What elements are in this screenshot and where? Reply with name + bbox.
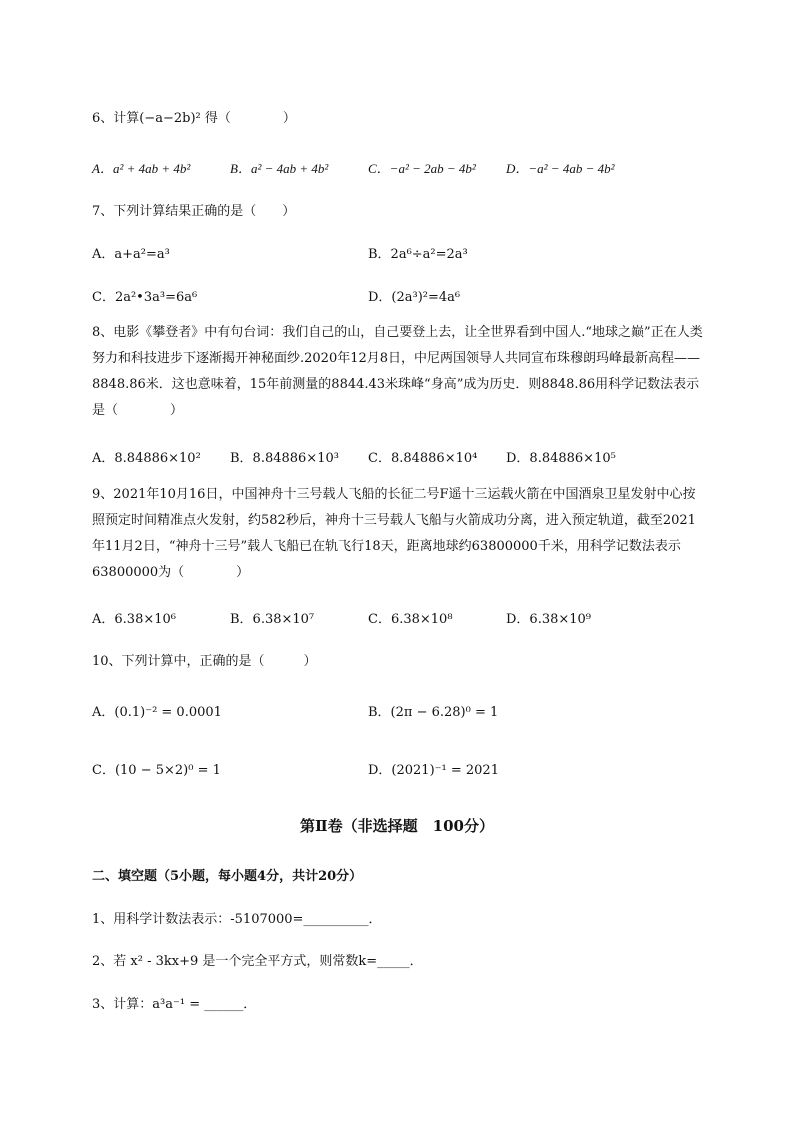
question-9-stem: 9、2021年10月16日，中国神舟十三号载人飞船的长征二号F遥十三运载火箭在中国酒泉卫星发射中心按照预定时间精准点火发射，约582秒后，神舟十三号载人飞船与火箭成功分离，进入预定轨道，截至2021年11月2日，“神舟十三号”载人飞船已在轨飞行18天，距离地球约63800000千米，用科学记数法表示 63800000为（ ） bbox=[92, 487, 696, 580]
q8-option-d[interactable]: D．8.84886×10⁵ bbox=[506, 451, 616, 466]
fill-question-2: 2、若 x² - 3kx+9 是一个完全平方式，则常数k=_____． bbox=[92, 954, 423, 969]
question-10-stem: 10、下列计算中，正确的是（ ） bbox=[92, 654, 317, 669]
q6-option-d[interactable]: D．−a² − 4ab − 4b² bbox=[506, 161, 615, 176]
question-8-stem: 8、电影《攀登者》中有句台词：我们自己的山，自己要登上去，让全世界看到中国人.“地球之巅”正在人类努力和科技进步下逐渐揭开神秘面纱.2020年12月8日，中尼两国领导人共同宣布珠穆朗玛峰最新高程——8848.86米．这也意味着，15年前测量的8844.43米珠峰“身高”成为历史．则8848.86用科学记数法表示是（ ） bbox=[92, 325, 703, 418]
q8-option-b[interactable]: B．8.84886×10³ bbox=[230, 451, 339, 466]
q6-option-b[interactable]: B．a² − 4ab + 4b² bbox=[230, 161, 329, 176]
q7-option-a[interactable]: A．a+a²=a³ bbox=[92, 247, 170, 262]
q6-option-a[interactable]: A．a² + 4ab + 4b² bbox=[92, 161, 191, 176]
q10-option-a[interactable]: A．(0.1)⁻² = 0.0001 bbox=[92, 705, 222, 720]
q7-option-d[interactable]: D．(2a³)²=4a⁶ bbox=[368, 290, 461, 305]
q9-option-c[interactable]: C．6.38×10⁸ bbox=[368, 612, 453, 627]
question-6-stem: 6、计算(−a−2b)² 得（ ） bbox=[92, 111, 296, 126]
q10-option-b[interactable]: B．(2π − 6.28)⁰ = 1 bbox=[368, 705, 499, 720]
q10-option-c[interactable]: C．(10 − 5×2)⁰ = 1 bbox=[92, 763, 221, 778]
q8-option-c[interactable]: C．8.84886×10⁴ bbox=[368, 451, 478, 466]
q7-option-b[interactable]: B．2a⁶÷a²=2a³ bbox=[368, 247, 468, 262]
part-2-title: 第Ⅱ卷（非选择题 100分） bbox=[300, 817, 494, 835]
q10-option-d[interactable]: D．(2021)⁻¹ = 2021 bbox=[368, 763, 499, 778]
q8-option-a[interactable]: A．8.84886×10² bbox=[92, 451, 201, 466]
q7-option-c[interactable]: C．2a²•3a³=6a⁶ bbox=[92, 290, 198, 305]
fill-question-3: 3、计算：a³a⁻¹ = ______． bbox=[92, 997, 257, 1012]
question-7-stem: 7、下列计算结果正确的是（ ） bbox=[92, 204, 296, 219]
q6-option-c[interactable]: C．−a² − 2ab − 4b² bbox=[368, 161, 476, 176]
q9-option-b[interactable]: B．6.38×10⁷ bbox=[230, 612, 315, 627]
section-2-heading: 二、填空题（5小题，每小题4分，共计20分） bbox=[92, 869, 363, 884]
fill-question-1: 1、用科学计数法表示：-5107000=__________． bbox=[92, 912, 382, 927]
q9-option-a[interactable]: A．6.38×10⁶ bbox=[92, 612, 176, 627]
q9-option-d[interactable]: D．6.38×10⁹ bbox=[506, 612, 592, 627]
